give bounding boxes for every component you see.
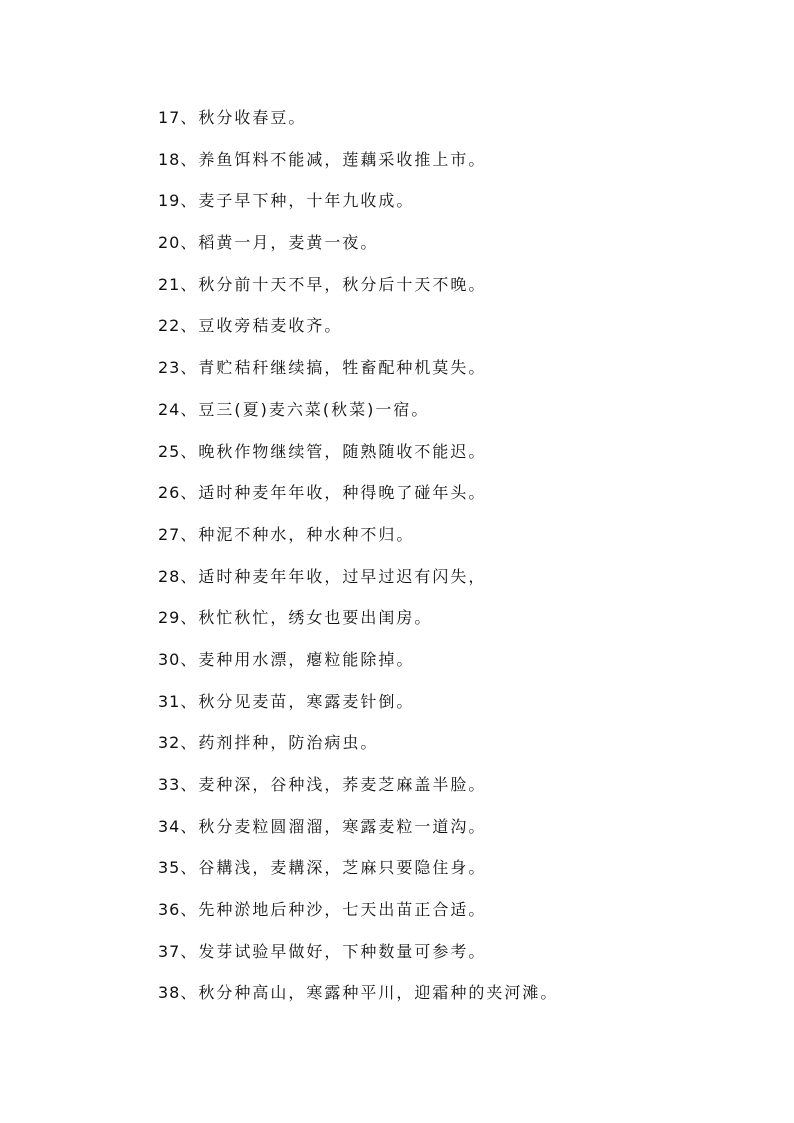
item-text: 秋分种高山，寒露种平川，迎霜种的夹河滩。: [198, 983, 559, 1003]
item-separator: 、: [180, 399, 199, 419]
item-text: 秋分见麦苗，寒露麦针倒。: [198, 691, 415, 711]
item-separator: 、: [180, 191, 199, 211]
item-text: 秋忙秋忙，绣女也要出闺房。: [198, 608, 433, 628]
list-item: [158, 105, 758, 147]
item-number: 30: [158, 649, 181, 669]
item-text: 先种淤地后种沙，七天出苗正合适。: [198, 900, 487, 920]
item-separator: 、: [180, 358, 199, 378]
list-item: [158, 272, 758, 314]
item-number: 17: [158, 108, 181, 127]
item-separator: 、: [180, 441, 199, 461]
item-number: 31: [158, 691, 181, 711]
list-item: [158, 313, 758, 355]
item-number: 28: [158, 566, 181, 586]
item-number: 18: [158, 149, 181, 169]
item-separator: 、: [180, 733, 199, 753]
item-separator: 、: [180, 524, 199, 544]
item-separator: 、: [180, 274, 199, 294]
list-item: [158, 980, 758, 1022]
item-separator: 、: [180, 900, 199, 920]
item-separator: 、: [180, 608, 199, 628]
item-text: 豆收旁秸麦收齐。: [198, 316, 343, 336]
list-item: [158, 772, 758, 814]
item-text: 谷耩浅，麦耩深，芝麻只要隐住身。: [198, 858, 487, 878]
item-text: 稻黄一月，麦黄一夜。: [198, 233, 379, 253]
item-text: 发芽试验早做好，下种数量可参考。: [198, 941, 487, 961]
list-item: [158, 564, 758, 606]
item-separator: 、: [180, 941, 199, 961]
item-number: 33: [158, 775, 181, 794]
item-text: 豆三(夏)麦六菜(秋菜)一宿。: [198, 399, 430, 419]
item-separator: 、: [180, 858, 199, 878]
item-separator: 、: [180, 816, 199, 836]
list-item: [158, 730, 758, 772]
list-item: [158, 605, 758, 647]
item-number: 25: [158, 441, 181, 461]
item-number: 27: [158, 524, 181, 544]
list-item: [158, 522, 758, 564]
item-number: 22: [158, 316, 181, 336]
item-number: 32: [158, 733, 181, 753]
item-separator: 、: [180, 149, 199, 169]
item-number: 21: [158, 274, 181, 294]
item-separator: 、: [180, 233, 199, 253]
list-item: [158, 814, 758, 856]
item-text: 适时种麦年年收，种得晚了碰年头。: [198, 483, 487, 503]
item-text: 养鱼饵料不能减，莲藕采收推上市。: [198, 149, 487, 169]
item-number: 38: [158, 983, 181, 1003]
list-item: [158, 689, 758, 731]
item-text: 麦种深，谷种浅，荞麦芝麻盖半脸。: [198, 775, 487, 794]
item-number: 19: [158, 191, 181, 211]
item-text: 晚秋作物继续管，随熟随收不能迟。: [198, 441, 487, 461]
list-item: [158, 855, 758, 897]
list-item: [158, 480, 758, 522]
list-item: [158, 397, 758, 439]
item-text: 麦子早下种，十年九收成。: [198, 191, 415, 211]
item-number: 35: [158, 858, 181, 878]
item-number: 36: [158, 900, 181, 920]
proverb-list: [158, 105, 758, 1022]
item-number: 23: [158, 358, 181, 378]
list-item: [158, 439, 758, 481]
list-item: [158, 897, 758, 939]
item-separator: 、: [180, 983, 199, 1003]
item-number: 29: [158, 608, 181, 628]
item-text: 适时种麦年年收，过早过迟有闪失，: [198, 566, 487, 586]
list-item: [158, 647, 758, 689]
item-separator: 、: [180, 566, 199, 586]
item-text: 药剂拌种，防治病虫。: [198, 733, 379, 753]
item-separator: 、: [180, 649, 199, 669]
item-number: 34: [158, 816, 181, 836]
item-text: 秋分收春豆。: [198, 108, 307, 127]
item-separator: 、: [180, 775, 199, 794]
list-item: [158, 147, 758, 189]
list-item: [158, 188, 758, 230]
item-text: 秋分麦粒圆溜溜，寒露麦粒一道沟。: [198, 816, 487, 836]
list-item: [158, 355, 758, 397]
item-number: 37: [158, 941, 181, 961]
item-separator: 、: [180, 316, 199, 336]
item-number: 20: [158, 233, 181, 253]
item-separator: 、: [180, 483, 199, 503]
item-number: 26: [158, 483, 181, 503]
item-text: 青贮秸秆继续搞，牲畜配种机莫失。: [198, 358, 487, 378]
list-item: [158, 939, 758, 981]
item-text: 种泥不种水，种水种不归。: [198, 524, 415, 544]
item-number: 24: [158, 399, 181, 419]
item-text: 麦种用水漂，瘪粒能除掉。: [198, 649, 415, 669]
list-item: [158, 230, 758, 272]
item-separator: 、: [180, 691, 199, 711]
item-text: 秋分前十天不早，秋分后十天不晚。: [198, 274, 487, 294]
item-separator: 、: [180, 108, 199, 127]
